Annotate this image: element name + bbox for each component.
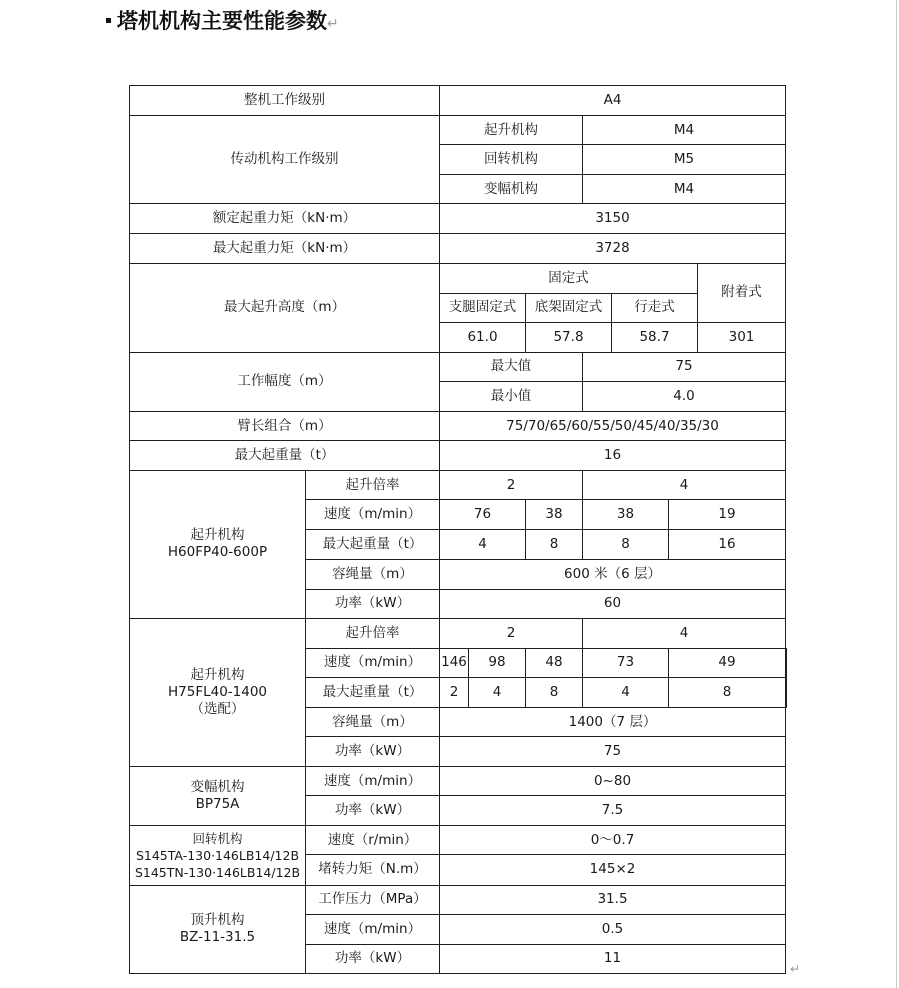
slewing-name: 回转机构: [192, 830, 243, 846]
hoist1-rope-value: 600 米（6 层）: [440, 559, 786, 589]
hoist1-load: 4: [440, 530, 526, 559]
heading-text: 塔机机构主要性能参数: [117, 9, 327, 33]
end-return-mark-icon: ↵: [790, 962, 801, 976]
table-row: [130, 116, 787, 145]
max-moment-label: 最大起重力矩（kN·m）: [130, 234, 440, 263]
max-load-label: 最大起重量（t）: [130, 441, 440, 471]
slewing-model-2: S145TN-130·146LB14/12B: [134, 864, 301, 880]
hoist2-speed: 48: [526, 648, 583, 677]
height-sub-label: 底架固定式: [526, 293, 612, 322]
climbing-power-label: 功率（kW）: [306, 944, 440, 973]
slewing-torque-value: 145×2: [440, 855, 786, 885]
slewing-speed-value: 0～0.7: [440, 826, 786, 855]
work-class-label: 整机工作级别: [130, 86, 440, 116]
hoist2-load-label: 最大起重量（t）: [306, 677, 440, 707]
fixed-type-label: 固定式: [440, 263, 698, 293]
table-row: [130, 885, 787, 914]
mech-class-name: 起升机构: [440, 116, 583, 145]
climbing-model: BZ-11-31.5: [179, 929, 256, 946]
luffing-speed-value: 0~80: [440, 767, 786, 796]
hoist1-rope-label: 容绳量（m）: [306, 559, 440, 589]
hoist1-name: 起升机构: [190, 527, 245, 544]
hoist2-mechanism: [130, 618, 306, 766]
hoist2-speed: 73: [583, 648, 669, 677]
climbing-speed-value: 0.5: [440, 914, 786, 944]
work-class-value: A4: [440, 86, 786, 116]
hoist2-speed-label: 速度（m/min）: [306, 648, 440, 677]
radius-min-label: 最小值: [440, 381, 583, 411]
radius-label: 工作幅度（m）: [130, 352, 440, 411]
hoist2-power-label: 功率（kW）: [306, 737, 440, 767]
climbing-speed-label: 速度（m/min）: [306, 914, 440, 944]
hoist1-load-label: 最大起重量（t）: [306, 530, 440, 559]
table-row: [130, 234, 787, 263]
hoist2-load: 8: [526, 677, 583, 707]
slewing-speed-label: 速度（r/min）: [306, 826, 440, 855]
hoist2-note: （选配）: [190, 700, 245, 717]
luffing-power-label: 功率（kW）: [306, 796, 440, 826]
table-row: [130, 826, 787, 855]
hoist2-load: 2: [440, 677, 469, 707]
climbing-mechanism: [130, 885, 306, 973]
hoist1-load: 16: [669, 530, 786, 559]
bullet-icon: [106, 18, 111, 23]
hoist2-rope-label: 容绳量（m）: [306, 707, 440, 736]
radius-max-value: 75: [583, 352, 786, 381]
table-row: [130, 263, 787, 293]
table-row: [130, 204, 787, 234]
climbing-pressure-value: 31.5: [440, 885, 786, 914]
hoist1-load: 8: [526, 530, 583, 559]
rated-moment-label: 额定起重力矩（kN·m）: [130, 204, 440, 234]
mech-class-value: M4: [583, 116, 786, 145]
climbing-name: 顶升机构: [190, 912, 245, 929]
hoist1-speed: 38: [526, 500, 583, 530]
hoist2-rope-value: 1400（7 层）: [440, 707, 786, 736]
jib-value: 75/70/65/60/55/50/45/40/35/30: [440, 412, 786, 441]
attached-type-label: 附着式: [698, 263, 786, 322]
luffing-power-value: 7.5: [440, 796, 786, 826]
max-height-label: 最大起升高度（m）: [130, 263, 440, 352]
table-row: [130, 618, 787, 648]
hoist2-ratio: 4: [583, 618, 786, 648]
hoist2-power-value: 75: [440, 737, 786, 767]
luffing-name: 变幅机构: [190, 779, 245, 796]
hoist1-ratio: 4: [583, 471, 786, 500]
hoist2-speed: 49: [669, 648, 786, 677]
hoist1-model: H60FP40-600P: [167, 544, 268, 561]
table-row: [130, 767, 787, 796]
hoist1-speed: 76: [440, 500, 526, 530]
page-edge: [896, 0, 897, 988]
table-row: [130, 86, 787, 116]
radius-max-label: 最大值: [440, 352, 583, 381]
mech-class-label: 传动机构工作级别: [130, 116, 440, 204]
hoist2-speed: 98: [469, 648, 526, 677]
hoist1-ratio-label: 起升倍率: [306, 471, 440, 500]
hoist1-speed: 19: [669, 500, 786, 530]
hoist2-load: 8: [669, 677, 786, 707]
rated-moment-value: 3150: [440, 204, 786, 234]
hoist1-ratio: 2: [440, 471, 583, 500]
luffing-mechanism: [130, 767, 306, 826]
luffing-speed-label: 速度（m/min）: [306, 767, 440, 796]
hoist2-ratio: 2: [440, 618, 583, 648]
height-value: 58.7: [612, 322, 698, 352]
height-value: 301: [698, 322, 786, 352]
climbing-power-value: 11: [440, 944, 786, 973]
hoist1-power-label: 功率（kW）: [306, 589, 440, 618]
hoist2-load: [786, 677, 787, 707]
height-value: 61.0: [440, 322, 526, 352]
slewing-torque-label: 堵转力矩（N.m）: [306, 855, 440, 885]
hoist1-speed-label: 速度（m/min）: [306, 500, 440, 530]
hoist1-load: 8: [583, 530, 669, 559]
hoist1-speed: 38: [583, 500, 669, 530]
hoist2-ratio-label: 起升倍率: [306, 618, 440, 648]
mech-class-value: M4: [583, 175, 786, 204]
mech-class-value: M5: [583, 145, 786, 175]
hoist2-name: 起升机构: [190, 666, 245, 683]
table-row: [130, 471, 787, 500]
spec-table: [129, 85, 787, 974]
radius-min-value: 4.0: [583, 381, 786, 411]
max-moment-value: 3728: [440, 234, 786, 263]
height-sub-label: 支腿固定式: [440, 293, 526, 322]
table-row: [130, 441, 787, 471]
height-sub-label: 行走式: [612, 293, 698, 322]
luffing-model: BP75A: [195, 796, 240, 813]
slewing-mechanism: [130, 826, 306, 885]
mech-class-name: 回转机构: [440, 145, 583, 175]
jib-label: 臂长组合（m）: [130, 412, 440, 441]
hoist2-speed: [786, 648, 787, 677]
climbing-pressure-label: 工作压力（MPa）: [306, 885, 440, 914]
hoist1-power-value: 60: [440, 589, 786, 618]
table-row: [130, 352, 787, 381]
table-row: [130, 412, 787, 441]
section-heading: [106, 6, 339, 36]
mech-class-name: 变幅机构: [440, 175, 583, 204]
hoist2-load: 4: [469, 677, 526, 707]
return-mark-icon: ↵: [327, 16, 339, 32]
hoist2-load: 4: [583, 677, 669, 707]
hoist1-mechanism: [130, 471, 306, 618]
max-load-value: 16: [440, 441, 786, 471]
hoist2-model: H75FL40-1400: [167, 683, 268, 700]
hoist2-speed: 146: [440, 648, 469, 677]
slewing-model-1: S145TA-130·146LB14/12B: [135, 847, 300, 863]
height-value: 57.8: [526, 322, 612, 352]
